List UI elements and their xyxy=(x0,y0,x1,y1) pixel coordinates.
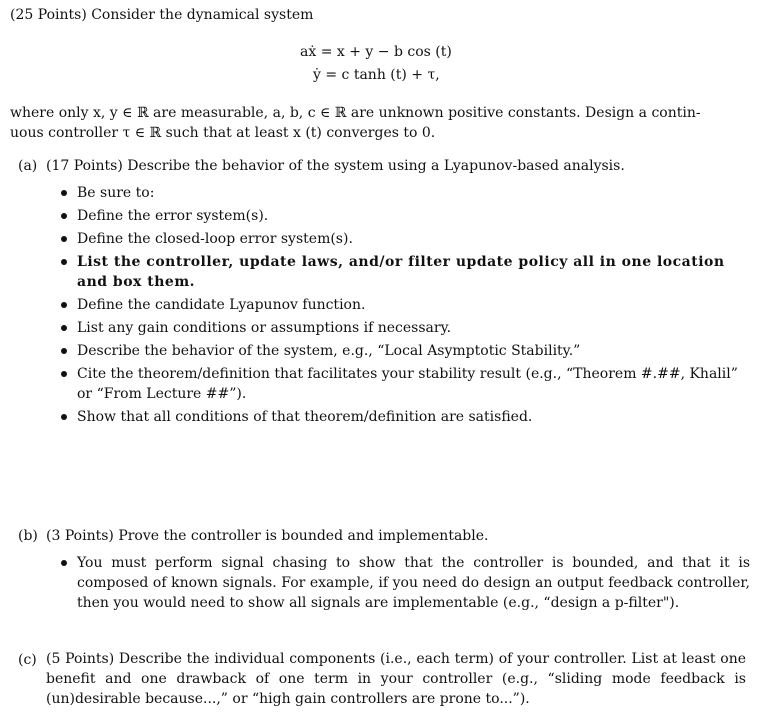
part-a-bullet: Cite the theorem/definition that facilitates your stability result (e.g., “Theorem #.##, Khalil” or “From Lecture ##”). xyxy=(60,364,750,404)
part-b-label: (b) xyxy=(18,528,38,544)
intro-line-2: uous controller τ ∈ ℝ such that at least x (t) converges to 0. xyxy=(10,125,436,141)
intro-line-1: where only x, y ∈ ℝ are measurable, a, b, c ∈ ℝ are unknown positive constants. Design a contin- xyxy=(10,105,701,121)
part-c-label: (c) xyxy=(18,652,37,668)
part-a-bullet: Show that all conditions of that theorem/definition are satisfied. xyxy=(60,407,750,427)
equation-1: aẋ = x + y − b cos (t) xyxy=(300,44,452,60)
problem-heading: (25 Points) Consider the dynamical system xyxy=(10,7,314,23)
part-b-bullet: You must perform signal chasing to show that the controller is bounded, and that it is composed of known signals. For example, if you need do design an output feedback controller, then you would need to show all signals are implementable (e.g., “design a p-filter"). xyxy=(60,553,750,613)
part-a-bullet: Be sure to: xyxy=(60,183,750,203)
part-a-bullet: List any gain conditions or assumptions if necessary. xyxy=(60,318,750,338)
part-a-bullet: Define the candidate Lyapunov function. xyxy=(60,295,750,315)
part-a-label: (a) xyxy=(18,158,38,174)
part-c-text: (5 Points) Describe the individual components (i.e., each term) of your controller. List at least one benefit and one drawback of one term in your controller (e.g., “sliding mode feedback is (un)desirable because...,” or “high gain controllers are prone to...”). xyxy=(46,651,746,707)
part-a-bullet: Define the closed-loop error system(s). xyxy=(60,229,750,249)
part-b-bullet-list xyxy=(60,553,750,616)
equation-2: ẏ = c tanh (t) + τ, xyxy=(313,67,440,83)
part-a-text: (17 Points) Describe the behavior of the system using a Lyapunov-based analysis. xyxy=(46,158,625,174)
part-a-bullet-list xyxy=(60,183,750,430)
part-a-bullet: Describe the behavior of the system, e.g., “Local Asymptotic Stability.” xyxy=(60,341,750,361)
part-a-bullet-bold: List the controller, update laws, and/or filter update policy all in one location and box them. xyxy=(60,252,750,292)
part-b-text: (3 Points) Prove the controller is bounded and implementable. xyxy=(46,528,489,544)
part-a-bullet: Define the error system(s). xyxy=(60,206,750,226)
